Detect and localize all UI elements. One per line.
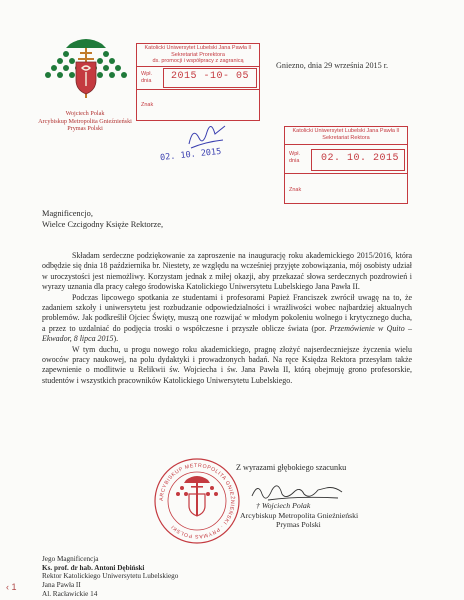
salutation-line: Magnificencjo, bbox=[42, 209, 93, 218]
stamp-date: 2015 -10- 05 bbox=[171, 71, 250, 82]
stamp-line: Katolicki Uniwersytet Lubelski Jana Pawła II bbox=[292, 128, 400, 134]
sender-subtitle: Prymas Polski bbox=[67, 125, 103, 133]
stamp-line: Sekretariat Rektora bbox=[322, 134, 370, 141]
stamp-line: Katolicki Uniwersytet Lubelski Jana Pawła II bbox=[144, 45, 252, 51]
stamp-received-label: Wpł. dnia bbox=[141, 71, 152, 84]
sender-letterhead bbox=[30, 110, 140, 133]
stamp-line: ds. promocji i współpracy z zagranicą bbox=[152, 58, 244, 64]
signer-name: † Wojciech Polak bbox=[256, 501, 311, 510]
recipient-line: Jana Pawła II bbox=[42, 581, 81, 590]
signer-title: Arcybiskup Metropolita Gnieźnieński bbox=[240, 510, 359, 520]
sender-title: Arcybiskup Metropolita Gnieźnieński bbox=[38, 117, 132, 125]
coat-of-arms bbox=[40, 34, 132, 104]
stamp-date: 02. 10. 2015 bbox=[321, 153, 400, 164]
sender-name: Wojciech Polak bbox=[65, 110, 105, 117]
recipient-address bbox=[42, 555, 178, 599]
recipient-name: Ks. prof. dr hab. Antoni Dębiński bbox=[42, 563, 145, 572]
recipient-line: Rektor Katolickiego Uniwersytetu Lubelskiego bbox=[42, 572, 179, 581]
received-stamp-prorector bbox=[136, 43, 260, 121]
recipient-line: Jego Magnificencja bbox=[42, 555, 99, 563]
stamp-sign-label: Znak bbox=[289, 187, 302, 193]
received-stamp-rector bbox=[284, 126, 408, 204]
closing: Z wyrazami głębokiego szacunku bbox=[236, 463, 347, 472]
paragraph-text: Podczas lipcowego spotkania ze studentami i profesorami Papież Franciszek zwrócił uwagę na to, że zadaniem szkoły i uniwersytetu jest rozbudzanie odpowiedzialności i wrażliwości wobec najbardziej aktualnych problemów. Jak podkreślił Ojciec Święty, muszą one rozwijać w młodym pokoleniu wolnego i krytycznego ducha, a przez to uzdalniać do podjęcia troski o współczesne i przyszłe oblicze świata (por. bbox=[42, 292, 412, 333]
signer-block bbox=[240, 501, 358, 530]
margin-mark: ‹ 1 bbox=[6, 582, 17, 592]
stamp-sign-label: Znak bbox=[141, 102, 154, 108]
salutation bbox=[42, 208, 163, 230]
paragraph: W tym duchu, u progu nowego roku akademickiego, pragnę złożyć najserdeczniejsze życzenia wielu owoców pracy naukowej, na polu dydaktyki i prowadzonych badań. Na ręce Księdza Rektora przesyłam także zapewnienie o modlitwie u Relikwii św. Wojciecha i św. Jana Pawła II, którą obejmuję grono profesorskie, studentów i wszystkich pracowników Katolickiego Uniwersytetu Lubelskiego. bbox=[42, 344, 412, 385]
paragraph bbox=[42, 293, 412, 345]
signer-subtitle: Prymas Polski bbox=[276, 520, 321, 530]
recipient-line: Al. Racławickie 14 bbox=[42, 589, 98, 598]
official-seal bbox=[152, 456, 242, 546]
stamp-line: Sekretariat Prorektora bbox=[171, 51, 225, 58]
citation-end: ). bbox=[113, 334, 119, 344]
letter-body bbox=[42, 251, 412, 386]
salutation-line: Wielce Czcigodny Księże Rektorze, bbox=[42, 220, 164, 229]
paragraph: Składam serdeczne podziękowanie za zaproszenie na inaugurację roku akademickiego 2015/2016, która odbędzie się dnia 18 października br. Niestety, ze względu na wcześniej przyjęte zobowiązania, mój osobisty udział w uroczystości jest niemożliwy. Korzystam jednak z miłej okazji, aby przekazać słowa serdecznych pozdrowień i wyrazy uznania dla pracy całego środowiska Katolickiego Uniwersytetu Lubelskiego Jana Pawła II. bbox=[42, 251, 412, 292]
stamp-received-label: Wpł. dnia bbox=[289, 151, 300, 164]
handwritten-initials bbox=[185, 116, 230, 151]
seal-text: ARCYBISKUP METROPOLITA GNIEŹNIEŃSKI · PRYMAS POLSKI bbox=[158, 462, 236, 540]
place-date: Gniezno, dnia 29 września 2015 r. bbox=[276, 61, 389, 70]
handwritten-date: 02. 10. 2015 bbox=[159, 146, 222, 164]
citation: Przemówienie w Quito – Ekwador, 8 lipca 2015 bbox=[42, 323, 412, 344]
